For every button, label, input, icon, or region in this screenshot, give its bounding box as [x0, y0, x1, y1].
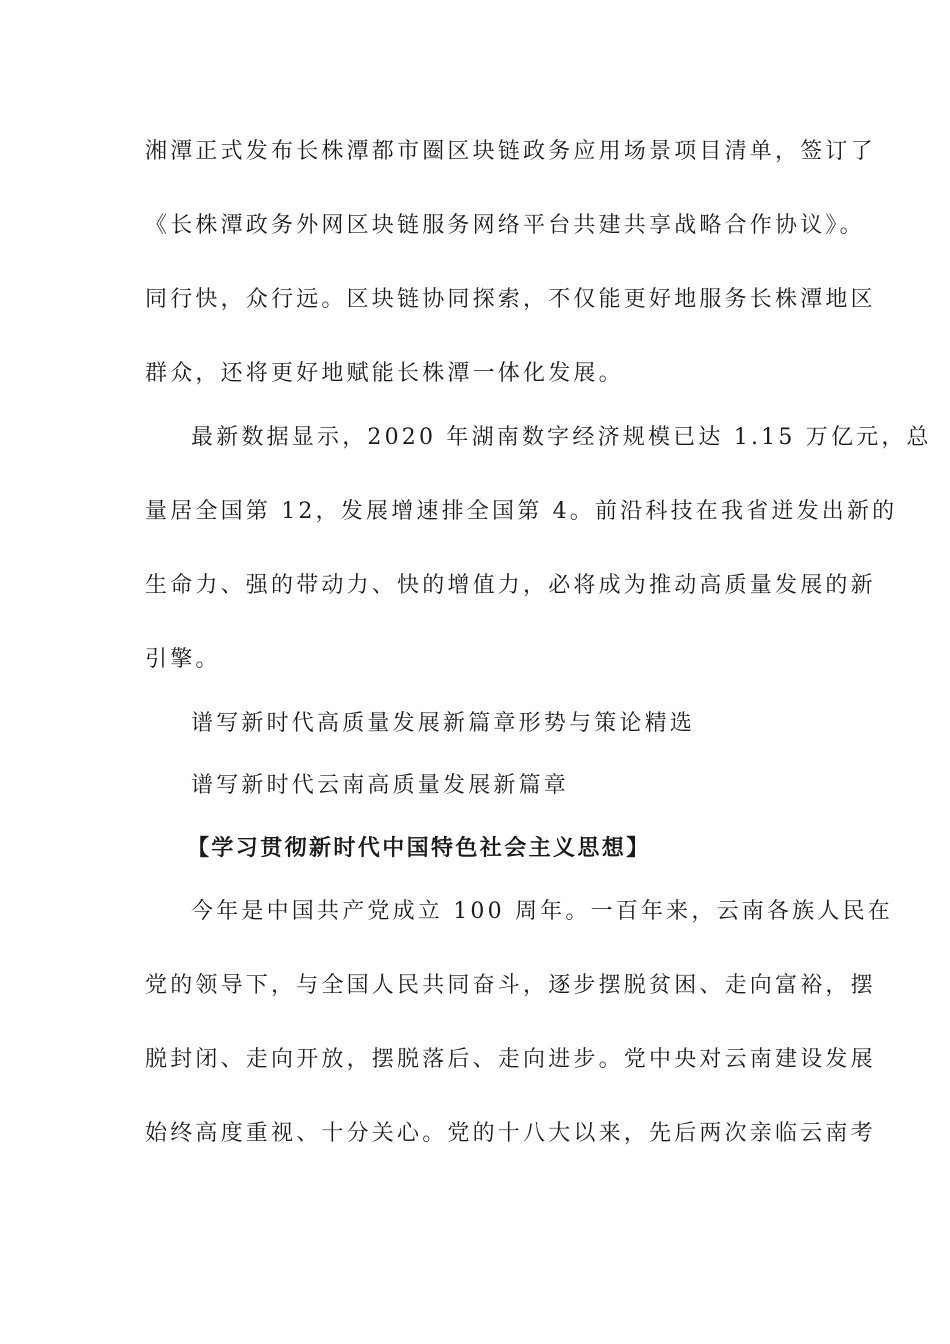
paragraph-line: 脱封闭、走向开放，摆脱落后、走向进步。党中央对云南建设发展 — [145, 1047, 876, 1072]
article-title: 谱写新时代云南高质量发展新篇章 — [191, 773, 570, 798]
paragraph-line: 引擎。 — [145, 647, 221, 672]
paragraph-line: 《长株潭政务外网区块链服务网络平台共建共享战略合作协议》。 — [145, 213, 865, 238]
section-heading: 【学习贯彻新时代中国特色社会主义思想】 — [187, 835, 651, 861]
paragraph-line: 最新数据显示，2020 年湖南数字经济规模已达 1.15 万亿元，总 — [191, 425, 932, 450]
paragraph-line: 今年是中国共产党成立 100 周年。一百年来，云南各族人民在 — [191, 899, 893, 924]
paragraph-line: 党的领导下，与全国人民共同奋斗，逐步摆脱贫困、走向富裕，摆 — [145, 973, 876, 998]
paragraph-line: 群众，还将更好地赋能长株潭一体化发展。 — [145, 361, 624, 386]
paragraph-line: 量居全国第 12，发展增速排全国第 4。前沿科技在我省迸发出新的 — [145, 499, 898, 524]
paragraph-line: 生命力、强的带动力、快的增值力，必将成为推动高质量发展的新 — [145, 573, 876, 598]
paragraph-line: 始终高度重视、十分关心。党的十八大以来，先后两次亲临云南考 — [145, 1121, 876, 1146]
article-title: 谱写新时代高质量发展新篇章形势与策论精选 — [191, 711, 696, 736]
paragraph-line: 同行快，众行远。区块链协同探索，不仅能更好地服务长株潭地区 — [145, 287, 876, 312]
paragraph-line: 湘潭正式发布长株潭都市圈区块链政务应用场景项目清单，签订了 — [145, 139, 876, 164]
